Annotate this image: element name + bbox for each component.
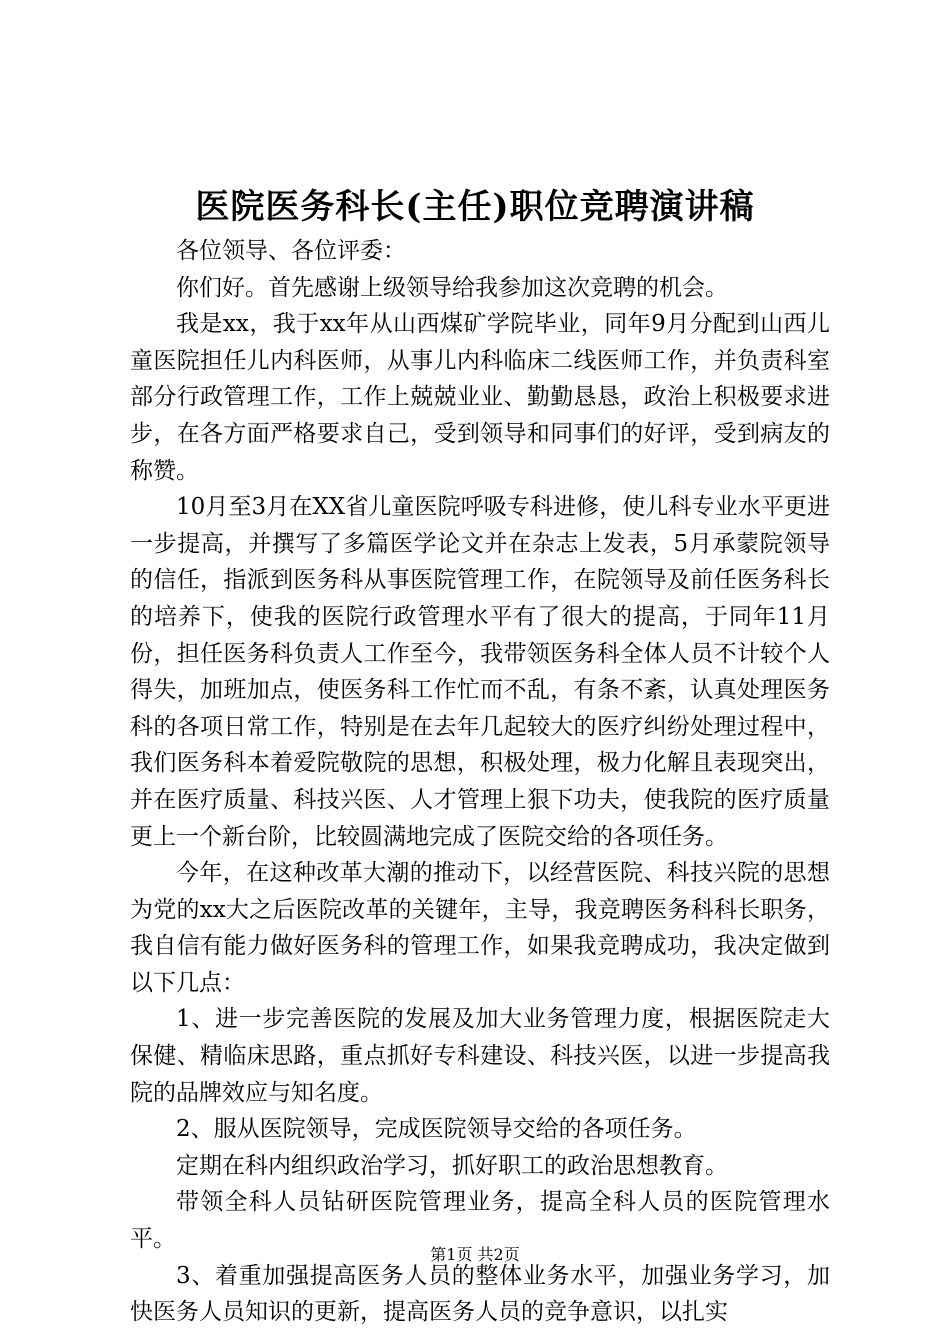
document-title: 医院医务科长(主任)职位竞聘演讲稿 <box>195 187 755 227</box>
paragraph-background: 我是xx，我于xx年从山西煤矿学院毕业，同年9月分配到山西儿童医院担任儿内科医师，从事儿内科临床二线医师工作，并负责科室部分行政管理工作，工作上兢兢业业、勤勤恳恳，政治上积极要求进步，在各方面严格要求自己，受到领导和同事们的好评，受到病友的称赞。 <box>130 311 830 484</box>
paragraph-motivation: 今年，在这种改革大潮的推动下，以经营医院、科技兴院的思想为党的xx大之后医院改革的关键年，主导，我竞聘医务科科长职务，我自信有能力做好医务科的管理工作，如果我竞聘成功，我决定做到以下几点： <box>130 860 830 996</box>
paragraph-experience: 10月至3月在XX省儿童医院呼吸专科进修，使儿科专业水平更进一步提高，并撰写了多篇医学论文并在杂志上发表，5月承蒙院领导的信任，指派到医务科从事医院管理工作，在院领导及前任医务科长的培养下，使我的医院行政管理水平有了很大的提高，于同年11月份，担任医务科负责人工作至今，我带领医务科全体人员不计较个人得失，加班加点，使医务科工作忙而不乱，有条不紊，认真处理医务科的各项日常工作，特别是在去年几起较大的医疗纠纷处理过程中，我们医务科本着爱院敬院的思想，积极处理，极力化解且表现突出，并在医疗质量、科技兴医、人才管理上狠下功夫，使我院的医疗质量更上一个新台阶，比较圆满地完成了医院交给的各项任务。 <box>130 494 830 850</box>
paragraph-greeting: 你们好。首先感谢上级领导给我参加这次竞聘的机会。 <box>176 274 728 301</box>
paragraph-management-study: 带领全科人员钻研医院管理业务，提高全科人员的医院管理水平。 <box>130 1189 830 1253</box>
paragraph-point-2: 2、服从医院领导，完成医院领导交给的各项任务。 <box>176 1116 697 1143</box>
paragraph-political-study: 定期在科内组织政治学习，抓好职工的政治思想教育。 <box>176 1152 728 1179</box>
paragraph-point-3: 3、着重加强提高医务人员的整体业务水平，加强业务学习，加快医务人员知识的更新，提高医务人员的竞争意识，以扎实 <box>130 1262 830 1326</box>
paragraph-point-1: 1、进一步完善医院的发展及加大业务管理力度，根据医院走大保健、精临床思路，重点抓好专科建设、科技兴医，以进一步提高我院的品牌效应与知名度。 <box>130 1006 830 1106</box>
document-body <box>130 233 830 1331</box>
page-number-footer: 第1页 共2页 <box>430 1245 520 1264</box>
paragraph-salutation: 各位领导、各位评委： <box>176 238 406 264</box>
